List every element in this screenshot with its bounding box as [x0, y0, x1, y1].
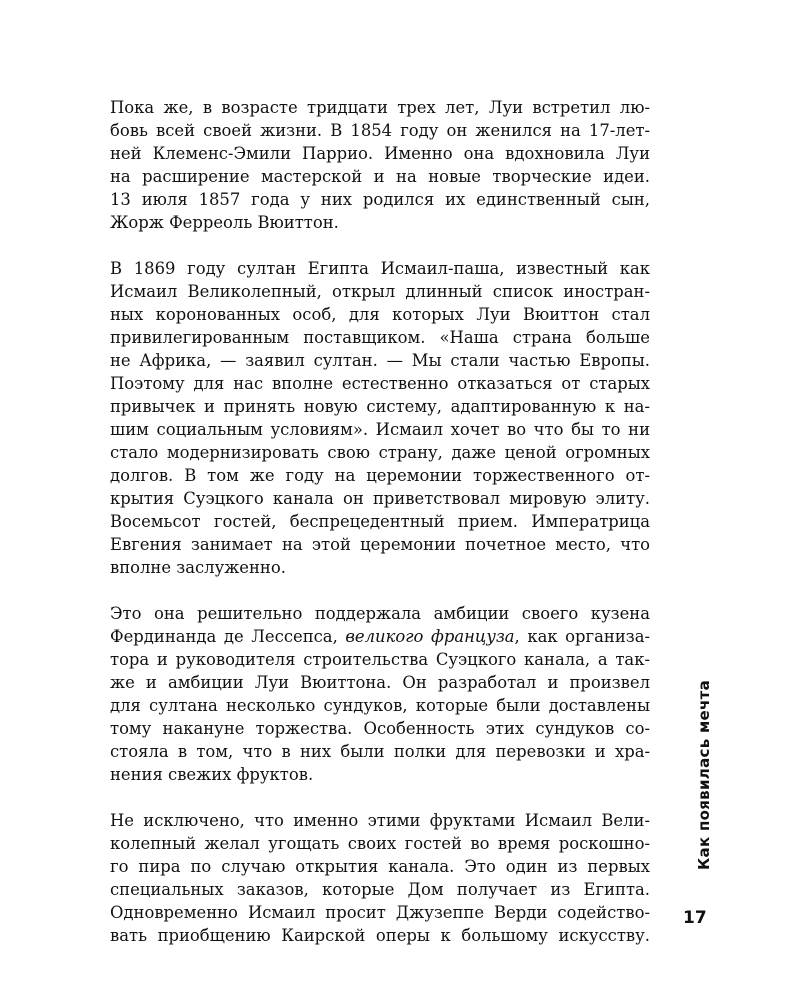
body-text — [110, 96, 650, 947]
text-line: крытия Суэцкого канала он приветствовал мировую элиту. — [110, 489, 650, 508]
text-line: вать приобщению Каирской оперы к большому искусству. — [110, 926, 650, 945]
text-line: колепный желал угощать своих гостей во время роскошно- — [110, 834, 650, 853]
italic-phrase: великого француза — [345, 627, 515, 646]
text-line: не Африка, — заявил султан. — Мы стали частью Европы. — [110, 351, 650, 370]
text-line: Евгения занимает на этой церемонии почетное место, что — [110, 535, 650, 554]
text-line: тому накануне торжества. Особенность этих сундуков со- — [110, 719, 650, 738]
paragraph-4 — [110, 809, 650, 947]
text-line: 13 июля 1857 года у них родился их единственный сын, — [110, 190, 650, 209]
text-line: ных коронованных особ, для которых Луи Вюиттон стал — [110, 305, 650, 324]
paragraph-1 — [110, 96, 650, 234]
text-line: го пира по случаю открытия канала. Это один из первых — [110, 857, 650, 876]
text-line: привычек и принять новую систему, адаптированную к на- — [110, 397, 650, 416]
text-line: специальных заказов, которые Дом получает из Египта. — [110, 880, 650, 899]
text-line: стояла в том, что в них были полки для перевозки и хра- — [110, 742, 650, 761]
text-line: нения свежих фруктов. — [110, 765, 314, 784]
page-number: 17 — [683, 908, 707, 928]
text-line: Исмаил Великолепный, открыл длинный список иностран- — [110, 282, 650, 301]
paragraph-2 — [110, 257, 650, 579]
text-line: шим социальным условиям». Исмаил хочет во что бы то ни — [110, 420, 650, 439]
text-line: ней Клеменс-Эмили Паррио. Именно она вдохновила Луи — [110, 144, 650, 163]
text-fragment: , как организа- — [514, 627, 651, 646]
running-head — [693, 680, 717, 870]
text-line: В 1869 году султан Египта Исмаил-паша, известный как — [110, 259, 650, 278]
text-line: Одновременно Исмаил просит Джузеппе Верди содейство- — [110, 903, 650, 922]
text-line: тора и руководителя строительства Суэцкого канала, а так- — [110, 650, 650, 669]
text-line: вполне заслуженно. — [110, 558, 286, 577]
text-line: же и амбиции Луи Вюиттона. Он разработал и произвел — [110, 673, 650, 692]
text-line: Пока же, в возрасте тридцати трех лет, Луи встретил лю- — [110, 98, 650, 117]
running-head-text: Как появилась мечта — [695, 679, 713, 870]
text-line: привилегированным поставщиком. «Наша страна больше — [110, 328, 650, 347]
text-line: бовь всей своей жизни. В 1854 году он женился на 17-лет- — [110, 121, 650, 140]
text-line: Жорж Ферреоль Вюиттон. — [110, 213, 339, 232]
text-line: Поэтому для нас вполне естественно отказаться от старых — [110, 374, 650, 393]
text-line: Это она решительно поддержала амбиции своего кузена — [110, 604, 650, 623]
text-line: стало модернизировать свою страну, даже ценой огромных — [110, 443, 650, 462]
text-line: Восемьсот гостей, беспрецедентный прием. Императрица — [110, 512, 650, 531]
text-line-with-italic — [110, 625, 650, 648]
text-line: для султана несколько сундуков, которые были доставлены — [110, 696, 650, 715]
text-line: Не исключено, что именно этими фруктами Исмаил Вели- — [110, 811, 650, 830]
paragraph-3 — [110, 602, 650, 786]
text-line: на расширение мастерской и на новые творческие идеи. — [110, 167, 650, 186]
text-fragment: Фердинанда де Лессепса, — [110, 627, 346, 646]
text-line: долгов. В том же году на церемонии торжественного от- — [110, 466, 650, 485]
